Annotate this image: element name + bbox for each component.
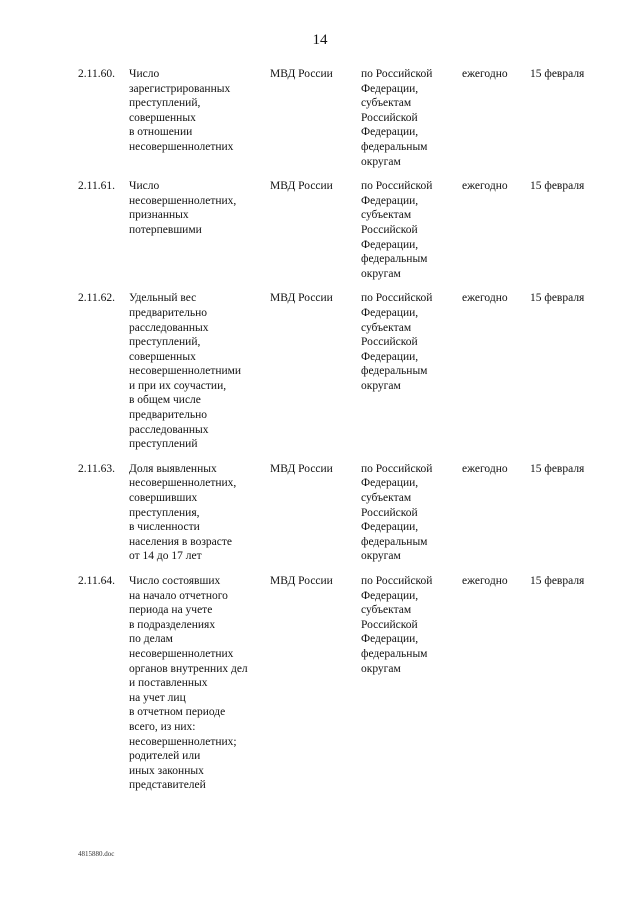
row-number: 2.11.64. — [78, 575, 115, 587]
deadline: 15 февраля — [530, 462, 585, 475]
periodicity: ежегодно — [462, 180, 508, 193]
table-row — [78, 67, 626, 179]
row-number: 2.11.62. — [78, 292, 115, 305]
table-row — [78, 179, 626, 291]
table-row — [78, 574, 626, 803]
breakdown-level: по Российской Федерации, субъектам Российской Федерации, федеральным округам — [361, 68, 433, 168]
periodicity: ежегодно — [462, 68, 508, 80]
page-number: 14 — [312, 32, 328, 48]
responsible-agency: МВД России — [270, 292, 333, 305]
indicator-name: Число зарегистрированных преступлений, совершенных в отношении несовершеннолетних — [129, 68, 234, 153]
indicator-name: Доля выявленных несовершеннолетних, совершивших преступления, в численности населения в возрасте от 14 до 17 лет — [129, 462, 237, 563]
table-row — [78, 462, 626, 574]
indicator-name: Число несовершеннолетних, признанных потерпевшими — [129, 180, 237, 236]
responsible-agency: МВД России — [270, 68, 333, 80]
row-number: 2.11.60. — [78, 68, 115, 80]
row-number: 2.11.63. — [78, 462, 115, 475]
breakdown-level: по Российской Федерации, субъектам Российской Федерации, федеральным округам — [361, 462, 433, 563]
deadline: 15 февраля — [530, 180, 585, 193]
periodicity: ежегодно — [462, 462, 508, 475]
indicator-name: Число состоявших на начало отчетного периода на учете в подразделениях по делам несовершеннолетних органов внутренних дел и поставленных на учет лиц в отчетном периоде всего, из них: несовершеннолетних; родителей или иных законных представителей — [129, 575, 248, 792]
breakdown-level: по Российской Федерации, субъектам Российской Федерации, федеральным округам — [361, 575, 433, 675]
responsible-agency: МВД России — [270, 462, 333, 475]
indicators-table — [78, 67, 626, 803]
table-row — [78, 291, 626, 462]
document-file-code: 4815880.doc — [78, 850, 115, 858]
responsible-agency: МВД России — [270, 575, 333, 587]
breakdown-level: по Российской Федерации, субъектам Российской Федерации, федеральным округам — [361, 180, 433, 280]
responsible-agency: МВД России — [270, 180, 333, 193]
deadline: 15 февраля — [530, 68, 585, 80]
breakdown-level: по Российской Федерации, субъектам Российской Федерации, федеральным округам — [361, 292, 433, 392]
periodicity: ежегодно — [462, 292, 508, 305]
deadline: 15 февраля — [530, 292, 585, 305]
deadline: 15 февраля — [530, 575, 585, 587]
indicator-name: Удельный вес предварительно расследованных преступлений, совершенных несовершеннолетними и при их соучастии, в общем числе предварительно расследованных преступлений — [129, 292, 242, 451]
periodicity: ежегодно — [462, 575, 508, 587]
row-number: 2.11.61. — [78, 180, 115, 193]
